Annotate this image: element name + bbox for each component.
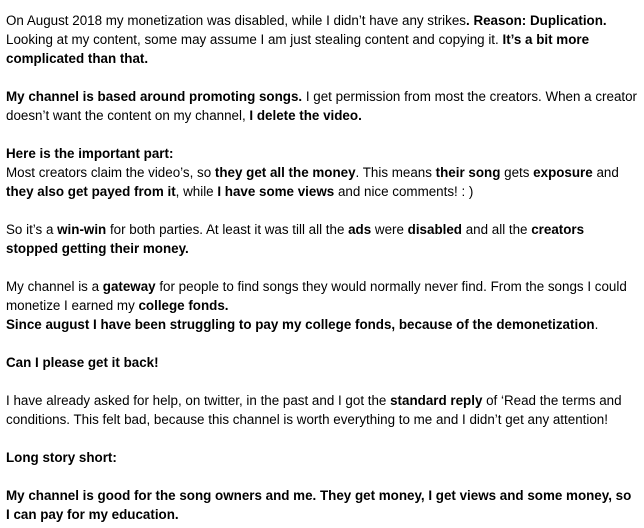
paragraph-gap <box>6 258 638 277</box>
text-run: and <box>592 165 619 180</box>
paragraph-p7 <box>6 391 638 429</box>
bold-text-run: Here is the important part: <box>6 146 174 161</box>
text-run: I get permission from most the creators. When a creator doesn’t want the content on my channel, <box>6 89 638 123</box>
text-run: On August 2018 my monetization was disabled, while I didn’t have any strikes <box>6 13 466 28</box>
paragraph-gap <box>6 429 638 448</box>
paragraph-gap <box>6 467 638 486</box>
bold-text-run: standard reply <box>390 393 483 408</box>
text-run: So it’s a <box>6 222 58 237</box>
paragraph-gap <box>6 68 638 87</box>
text-run: Looking at my content, some may assume I am just stealing content and copying it. <box>6 32 503 47</box>
text-run: My channel is a <box>6 279 103 294</box>
text-run: were <box>371 222 408 237</box>
text-run: for people to find songs they would normally never find. From the songs I could monetize I earned my <box>6 279 627 313</box>
text-run: . <box>594 317 599 332</box>
bold-text-run: Can I please get it back! <box>6 355 159 370</box>
paragraph-gap <box>6 334 638 353</box>
paragraph-gap <box>6 372 638 391</box>
bold-text-run: exposure <box>533 165 593 180</box>
paragraph-p1 <box>6 11 638 68</box>
paragraph-p5 <box>6 277 638 334</box>
text-run: , while <box>175 184 218 199</box>
bold-text-run: their song <box>435 165 501 180</box>
bold-text-run: It’s a bit more complicated than that. <box>6 32 590 66</box>
text-run: for both parties. At least it was till all the <box>106 222 349 237</box>
bold-text-run: win-win <box>57 222 107 237</box>
bold-text-run: I have some views <box>217 184 335 199</box>
text-run: gets <box>500 165 534 180</box>
bold-text-run: Long story short: <box>6 450 117 465</box>
paragraph-p8 <box>6 448 638 467</box>
bold-text-run: Since august I have been struggling to pay my college fonds, because of the demonetization <box>6 317 595 332</box>
paragraph-p2 <box>6 87 638 125</box>
paragraph-p9 <box>6 486 638 524</box>
paragraph-p3 <box>6 144 638 201</box>
bold-text-run: they also get payed from it <box>6 184 176 199</box>
bold-text-run: they get all the money <box>214 165 356 180</box>
text-run: and nice comments! : ) <box>334 184 474 199</box>
bold-text-run: . Reason: Duplication. <box>466 13 607 28</box>
text-run: I have already asked for help, on twitter, in the past and I got the <box>6 393 391 408</box>
paragraph-gap <box>6 201 638 220</box>
bold-text-run: gateway <box>102 279 156 294</box>
text-run: of ‘Read the terms and conditions. This felt bad, because this channel is worth everything to me and I didn’t get any attention! <box>6 393 622 427</box>
bold-text-run: I delete the video. <box>249 108 362 123</box>
text-run: Most creators claim the video’s, so <box>6 165 215 180</box>
bold-text-run: college fonds. <box>138 298 229 313</box>
bold-text-run: ads <box>348 222 372 237</box>
text-run: and all the <box>461 222 532 237</box>
bold-text-run: disabled <box>407 222 462 237</box>
bold-text-run: creators stopped getting their money. <box>6 222 585 256</box>
text-run: . This means <box>355 165 436 180</box>
paragraph-p4 <box>6 220 638 258</box>
bold-text-run: My channel is based around promoting songs. <box>6 89 303 104</box>
paragraph-p6 <box>6 353 638 372</box>
bold-text-run: My channel is good for the song owners and me. They get money, I get views and some money, so I can pay for my education. <box>6 488 632 522</box>
paragraph-gap <box>6 125 638 144</box>
